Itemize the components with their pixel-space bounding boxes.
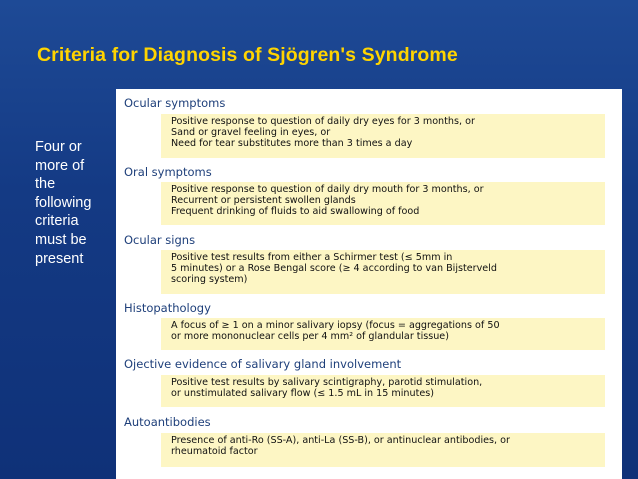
side-note-line: Four or [35,139,82,155]
side-note [35,138,107,268]
criterion-line: Positive test results from either a Schirmer test (≤ 5mm in [171,252,453,263]
criterion-heading-ocular-symptoms: Ocular symptoms [124,96,226,110]
side-note-line: criteria [35,213,79,230]
criterion-line: Positive response to question of daily dry eyes for 3 months, or [171,116,475,127]
side-note-line: present [35,250,84,267]
side-note-line: following [35,194,92,211]
criterion-box-ocular-signs [161,250,605,294]
criterion-line: Presence of anti-Ro (SS-A), anti-La (SS-B), or antinuclear antibodies, or [171,435,510,446]
criterion-box-salivary-gland [161,375,605,407]
criterion-line: Positive test results by salivary scintigraphy, parotid stimulation, [171,377,483,388]
criterion-box-ocular-symptoms [161,114,605,158]
criterion-line: Sand or gravel feeling in eyes, or [171,127,331,139]
side-note-line: must be [35,231,87,248]
criteria-table [116,89,622,479]
side-note-line: more of [35,157,85,174]
criterion-heading-histopathology: Histopathology [124,301,211,315]
criterion-box-histopathology [161,318,605,350]
criterion-heading-salivary-gland: Ojective evidence of salivary gland involvement [124,357,402,371]
side-note-line: the [35,176,56,193]
criterion-line: Frequent drinking of fluids to aid swallowing of food [171,206,420,218]
criterion-box-autoantibodies [161,433,605,467]
criterion-line: or more mononuclear cells per 4 mm² of glandular tissue) [171,331,449,343]
criterion-box-oral-symptoms [161,182,605,225]
criterion-line: 5 minutes) or a Rose Bengal score (≥ 4 according to van Bijsterveld [171,263,497,275]
criterion-heading-ocular-signs: Ocular signs [124,233,196,247]
criterion-line: Recurrent or persistent swollen glands [171,195,356,207]
criterion-line: scoring system) [171,274,248,286]
criterion-line: Positive response to question of daily dry mouth for 3 months, or [171,184,484,195]
criterion-heading-autoantibodies: Autoantibodies [124,415,211,429]
criterion-line: A focus of ≥ 1 on a minor salivary iopsy (focus = aggregations of 50 [171,320,500,331]
criterion-line: rheumatoid factor [171,446,258,458]
criterion-line: or unstimulated salivary flow (≤ 1.5 mL in 15 minutes) [171,388,434,400]
criterion-heading-oral-symptoms: Oral symptoms [124,165,212,179]
criterion-line: Need for tear substitutes more than 3 times a day [171,138,413,150]
slide-title: Criteria for Diagnosis of Sjögren's Syndrome [37,44,458,66]
